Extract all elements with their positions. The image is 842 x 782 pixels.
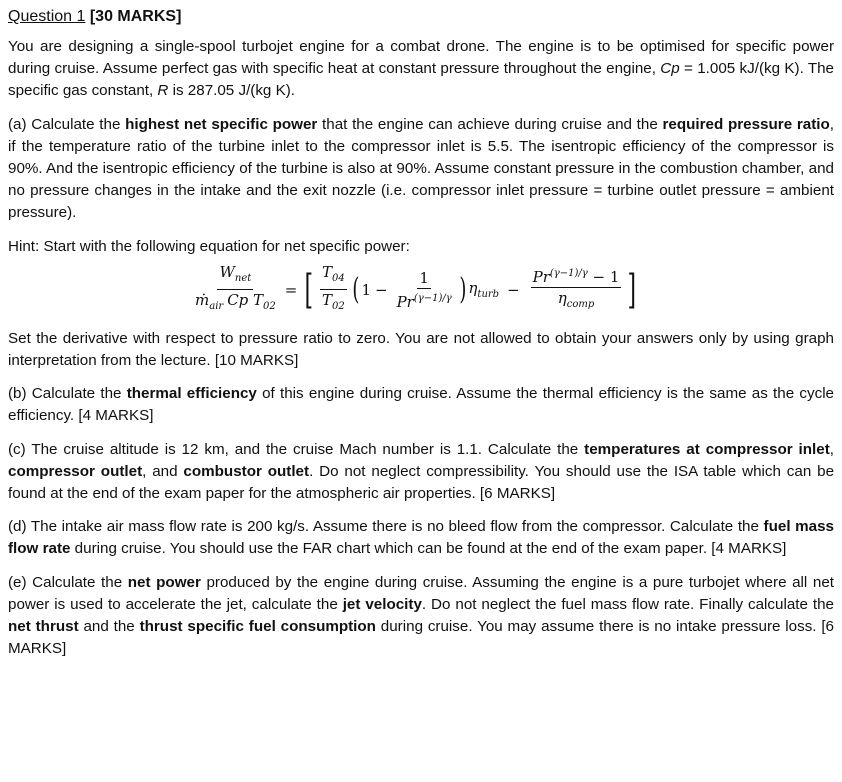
part-e-text-4: and the <box>78 618 140 636</box>
eq-one: 1 <box>361 280 371 299</box>
part-c-paragraph <box>8 439 834 506</box>
part-e-bold-2: jet velocity <box>342 595 422 613</box>
eq-minus-2: − <box>507 280 520 299</box>
pr-fraction <box>395 269 454 311</box>
part-a-text-2: that the engine can achieve during cruise and the <box>317 115 663 133</box>
part-c-bold-3: combustor outlet <box>183 462 310 480</box>
part-c-text-1: (c) The cruise altitude is 12 km, and the cruise Mach number is 1.1. Calculate the <box>8 440 585 458</box>
part-e-text-1: (e) Calculate the <box>8 573 128 591</box>
eq-minus-one: − 1 <box>587 268 620 287</box>
part-c-text-4: . Do not neglect compressibility. You should use the ISA table which can be found at the end of the exam paper for the atmospheric air properties. [6 MARKS] <box>8 462 835 503</box>
eq-eta-turb: η <box>468 279 478 298</box>
eq-m: ṁ <box>195 291 210 310</box>
eq-w-sub: net <box>234 273 252 285</box>
part-e-bold-4: thrust specific fuel consumption <box>139 618 376 636</box>
part-a-bold-1: highest net specific power <box>125 115 318 133</box>
intro-text-1: You are designing a single-spool turbojet engine for a combat drone. The engine is to be optimised for specific power during cruise. Assume perfect gas with specific heat at constant pressure throughout the engine, <box>8 38 834 78</box>
eq-w: W <box>219 263 235 282</box>
temp-ratio-fraction <box>320 263 347 316</box>
part-e-text-2: produced by the engine during cruise. Assuming the engine is a pure turbojet where all net power is used to accelerate the jet, calculate the <box>8 573 834 613</box>
part-b-bold-1: thermal efficiency <box>126 385 257 403</box>
eq-t02: T <box>321 291 332 310</box>
eq-cp-sub: 02 <box>263 301 276 313</box>
eq-eta-comp-sub: comp <box>566 299 595 311</box>
part-e-text-3: . Do not neglect the fuel mass flow rate. Finally calculate the <box>421 595 834 613</box>
eq-t04: T <box>321 263 332 282</box>
close-paren: ) <box>459 271 467 307</box>
part-d-text-2: during cruise. You should use the FAR chart which can be found at the end of the exam paper. [4 MARKS] <box>70 540 787 558</box>
part-d-bold-1: fuel mass flow rate <box>8 518 834 558</box>
part-c-text-3: , and <box>142 462 184 480</box>
close-bracket: ] <box>627 266 637 313</box>
cp-symbol: Cp <box>660 60 680 78</box>
eq-t04-sub: 04 <box>331 273 345 285</box>
part-a-text-1: (a) Calculate the <box>8 115 126 133</box>
eq-t02-sub: 02 <box>331 301 345 313</box>
part-b-text-2: of this engine during cruise. Assume the thermal efficiency is the same as the cycle efficiency. [4 MARKS] <box>8 385 835 425</box>
eq-equals: = <box>284 280 298 299</box>
eq-m-sub: air <box>209 301 224 313</box>
after-equation-paragraph: Set the derivative with respect to pressure ratio to zero. You are not allowed to obtain your answers only by using graph interpretation from the lecture. [10 MARKS] <box>8 329 834 370</box>
r-symbol: R <box>157 82 169 100</box>
intro-paragraph <box>8 36 834 103</box>
part-a-text-3: , if the temperature ratio of the turbine inlet to the compressor inlet is 5.5. The isentropic efficiency of the compressor is 90%. And the isentropic efficiency of the turbine is also at 90%. Assume constant pressure in the combustion chamber, and no pressure changes in the intake and the exit nozzle (i.e. compressor inlet pressure = turbine outlet pressure = ambient pressure). <box>8 115 834 222</box>
question-number: Question 1 <box>8 8 86 25</box>
open-paren: ( <box>352 271 360 307</box>
part-d-text-1: (d) The intake air mass flow rate is 200 kg/s. Assume there is no bleed flow from the compressor. Calculate the <box>8 518 764 536</box>
part-e-bold-3: net thrust <box>8 618 79 636</box>
part-a-paragraph <box>8 114 834 225</box>
eq-eta-turb-sub: turb <box>477 289 500 301</box>
part-e-text-5: during cruise. You may assume there is no intake pressure loss. [6 MARKS] <box>8 618 834 658</box>
eq-pr: Pr <box>396 292 414 311</box>
eq-pr-num: 1 <box>419 268 429 287</box>
question-marks: [30 MARKS] <box>89 8 182 25</box>
open-bracket: [ <box>304 266 314 313</box>
comp-fraction <box>531 265 622 314</box>
part-c-bold-1: temperatures at compressor inlet <box>584 440 830 458</box>
eq-pr-exp: (γ−1)/γ <box>413 292 452 304</box>
question-title <box>8 6 834 28</box>
part-c-text-2: , <box>829 440 834 458</box>
eq-minus: − <box>374 280 388 299</box>
intro-text-2: = 1.005 kJ/(kg K). The specific gas constant, <box>8 60 834 100</box>
intro-text-3: is 287.05 J/(kg K). <box>168 82 296 100</box>
hint-paragraph: Hint: Start with the following equation for net specific power: <box>8 237 410 255</box>
part-a-bold-2: required pressure ratio <box>662 115 830 133</box>
eq-cp: Cp T <box>227 291 264 310</box>
net-specific-power-equation <box>8 262 834 318</box>
part-b-paragraph <box>8 383 834 427</box>
part-d-paragraph <box>8 516 834 560</box>
part-e-bold-1: net power <box>127 573 201 591</box>
part-b-text-1: (b) Calculate the <box>8 385 127 403</box>
part-c-bold-2: compressor outlet <box>8 462 143 480</box>
eq-pr-2: Pr <box>532 268 550 287</box>
part-e-paragraph <box>8 572 834 661</box>
eq-pr-exp-2: (γ−1)/γ <box>549 268 588 280</box>
eq-eta-comp: η <box>557 289 567 308</box>
lhs-fraction <box>193 263 278 316</box>
